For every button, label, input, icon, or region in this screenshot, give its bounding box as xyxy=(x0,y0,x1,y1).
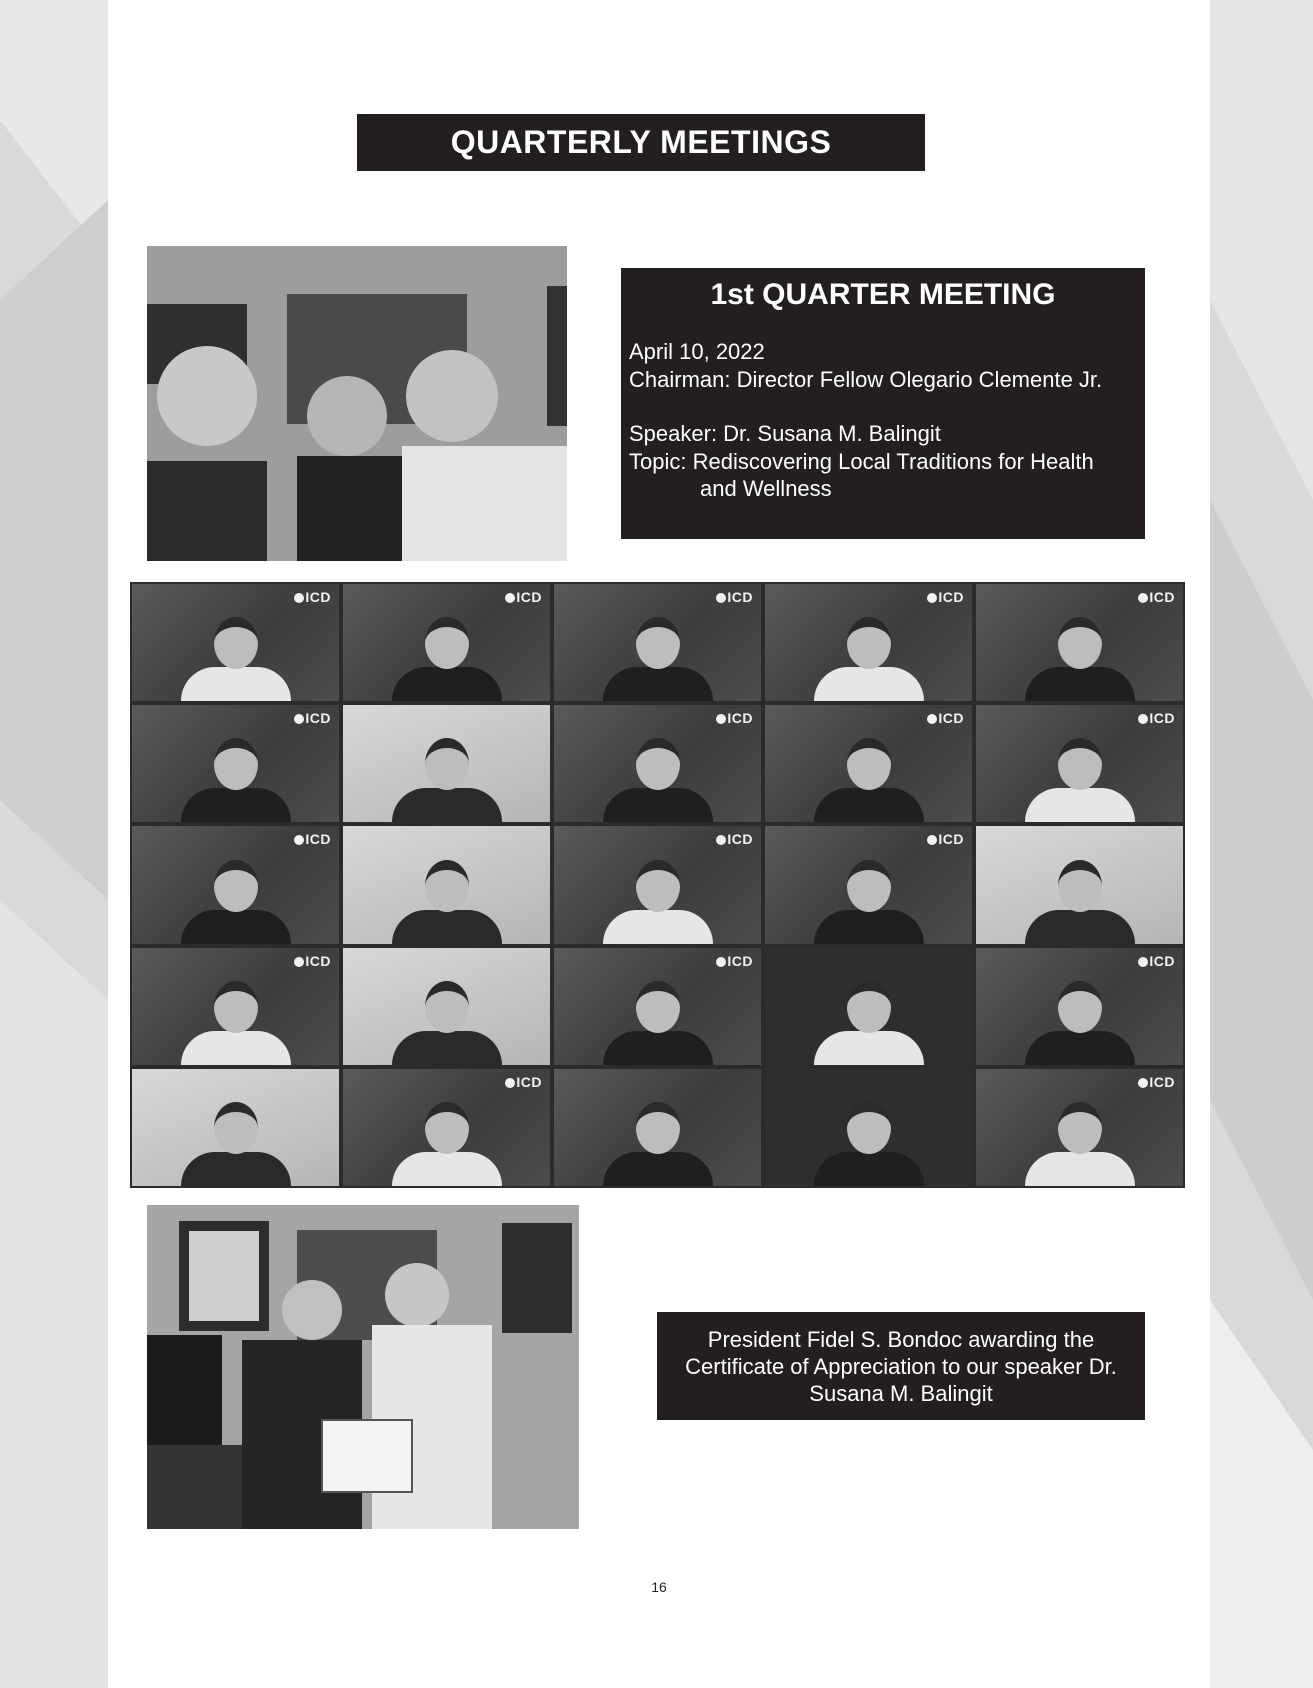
meeting-chairman: Chairman: Director Fellow Olegario Clemente Jr. xyxy=(629,366,1103,392)
participant-figure xyxy=(181,981,291,1065)
participant-tile xyxy=(554,948,761,1065)
icd-logo: ICD xyxy=(716,953,753,969)
participant-tile xyxy=(343,826,550,943)
participant-figure xyxy=(814,860,924,944)
group-photo xyxy=(147,246,567,561)
icd-logo: ICD xyxy=(505,589,542,605)
participant-figure xyxy=(392,860,502,944)
participant-tile xyxy=(976,584,1183,701)
participant-figure xyxy=(1025,738,1135,822)
participant-tile xyxy=(976,1069,1183,1186)
participant-tile xyxy=(343,584,550,701)
icd-logo: ICD xyxy=(1138,710,1175,726)
participant-tile xyxy=(343,705,550,822)
participant-figure xyxy=(814,1102,924,1186)
participant-tile xyxy=(554,826,761,943)
icd-logo: ICD xyxy=(505,1074,542,1090)
icd-logo: ICD xyxy=(927,831,964,847)
participant-figure xyxy=(1025,617,1135,701)
participant-figure xyxy=(1025,981,1135,1065)
icd-logo: ICD xyxy=(294,831,331,847)
participant-figure xyxy=(603,981,713,1065)
participant-figure xyxy=(814,981,924,1065)
meeting-topic-continued: and Wellness xyxy=(700,476,832,501)
video-call-gallery xyxy=(130,582,1185,1188)
participant-figure xyxy=(603,617,713,701)
participant-figure xyxy=(814,617,924,701)
participant-tile xyxy=(976,705,1183,822)
participant-tile xyxy=(765,584,972,701)
icd-logo: ICD xyxy=(927,710,964,726)
participant-figure xyxy=(603,1102,713,1186)
participant-figure xyxy=(181,1102,291,1186)
participant-figure xyxy=(603,860,713,944)
participant-figure xyxy=(1025,1102,1135,1186)
icd-logo: ICD xyxy=(294,953,331,969)
participant-tile xyxy=(765,948,972,1065)
participant-tile xyxy=(976,826,1183,943)
participant-tile xyxy=(132,705,339,822)
meeting-heading: 1st QUARTER MEETING xyxy=(710,278,1056,311)
participant-tile xyxy=(765,1069,972,1186)
participant-figure xyxy=(603,738,713,822)
meeting-topic: Topic: Rediscovering Local Traditions for Health xyxy=(629,448,1094,474)
participant-tile xyxy=(132,584,339,701)
page-number: 16 xyxy=(651,1579,667,1595)
participant-tile xyxy=(976,948,1183,1065)
participant-tile xyxy=(554,1069,761,1186)
meeting-info-box xyxy=(621,268,1145,539)
participant-figure xyxy=(392,1102,502,1186)
participant-figure xyxy=(181,617,291,701)
participant-figure xyxy=(392,981,502,1065)
icd-logo: ICD xyxy=(294,589,331,605)
icd-logo: ICD xyxy=(716,710,753,726)
meeting-date: April 10, 2022 xyxy=(629,339,765,364)
participant-figure xyxy=(392,617,502,701)
meeting-details xyxy=(629,338,1102,503)
participant-figure xyxy=(181,860,291,944)
icd-logo: ICD xyxy=(294,710,331,726)
participant-tile xyxy=(554,584,761,701)
award-photo xyxy=(147,1205,579,1529)
participant-tile xyxy=(132,948,339,1065)
award-caption-text: President Fidel S. Bondoc awarding the Certificate of Appreciation to our speaker Dr. Susana M. Balingit xyxy=(685,1326,1117,1406)
participant-tile xyxy=(343,1069,550,1186)
page-title: QUARTERLY MEETINGS xyxy=(450,124,832,160)
participant-tile xyxy=(554,705,761,822)
page-title-banner xyxy=(357,114,925,171)
award-caption xyxy=(657,1312,1145,1420)
participant-tile xyxy=(132,826,339,943)
document-page xyxy=(108,0,1210,1688)
participant-tile xyxy=(765,826,972,943)
participant-figure xyxy=(392,738,502,822)
participant-figure xyxy=(1025,860,1135,944)
participant-figure xyxy=(814,738,924,822)
icd-logo: ICD xyxy=(1138,953,1175,969)
icd-logo: ICD xyxy=(716,589,753,605)
participant-tile xyxy=(132,1069,339,1186)
icd-logo: ICD xyxy=(716,831,753,847)
icd-logo: ICD xyxy=(1138,589,1175,605)
participant-tile xyxy=(765,705,972,822)
meeting-speaker: Speaker: Dr. Susana M. Balingit xyxy=(629,421,941,446)
participant-figure xyxy=(181,738,291,822)
icd-logo: ICD xyxy=(927,589,964,605)
icd-logo: ICD xyxy=(1138,1074,1175,1090)
participant-tile xyxy=(343,948,550,1065)
